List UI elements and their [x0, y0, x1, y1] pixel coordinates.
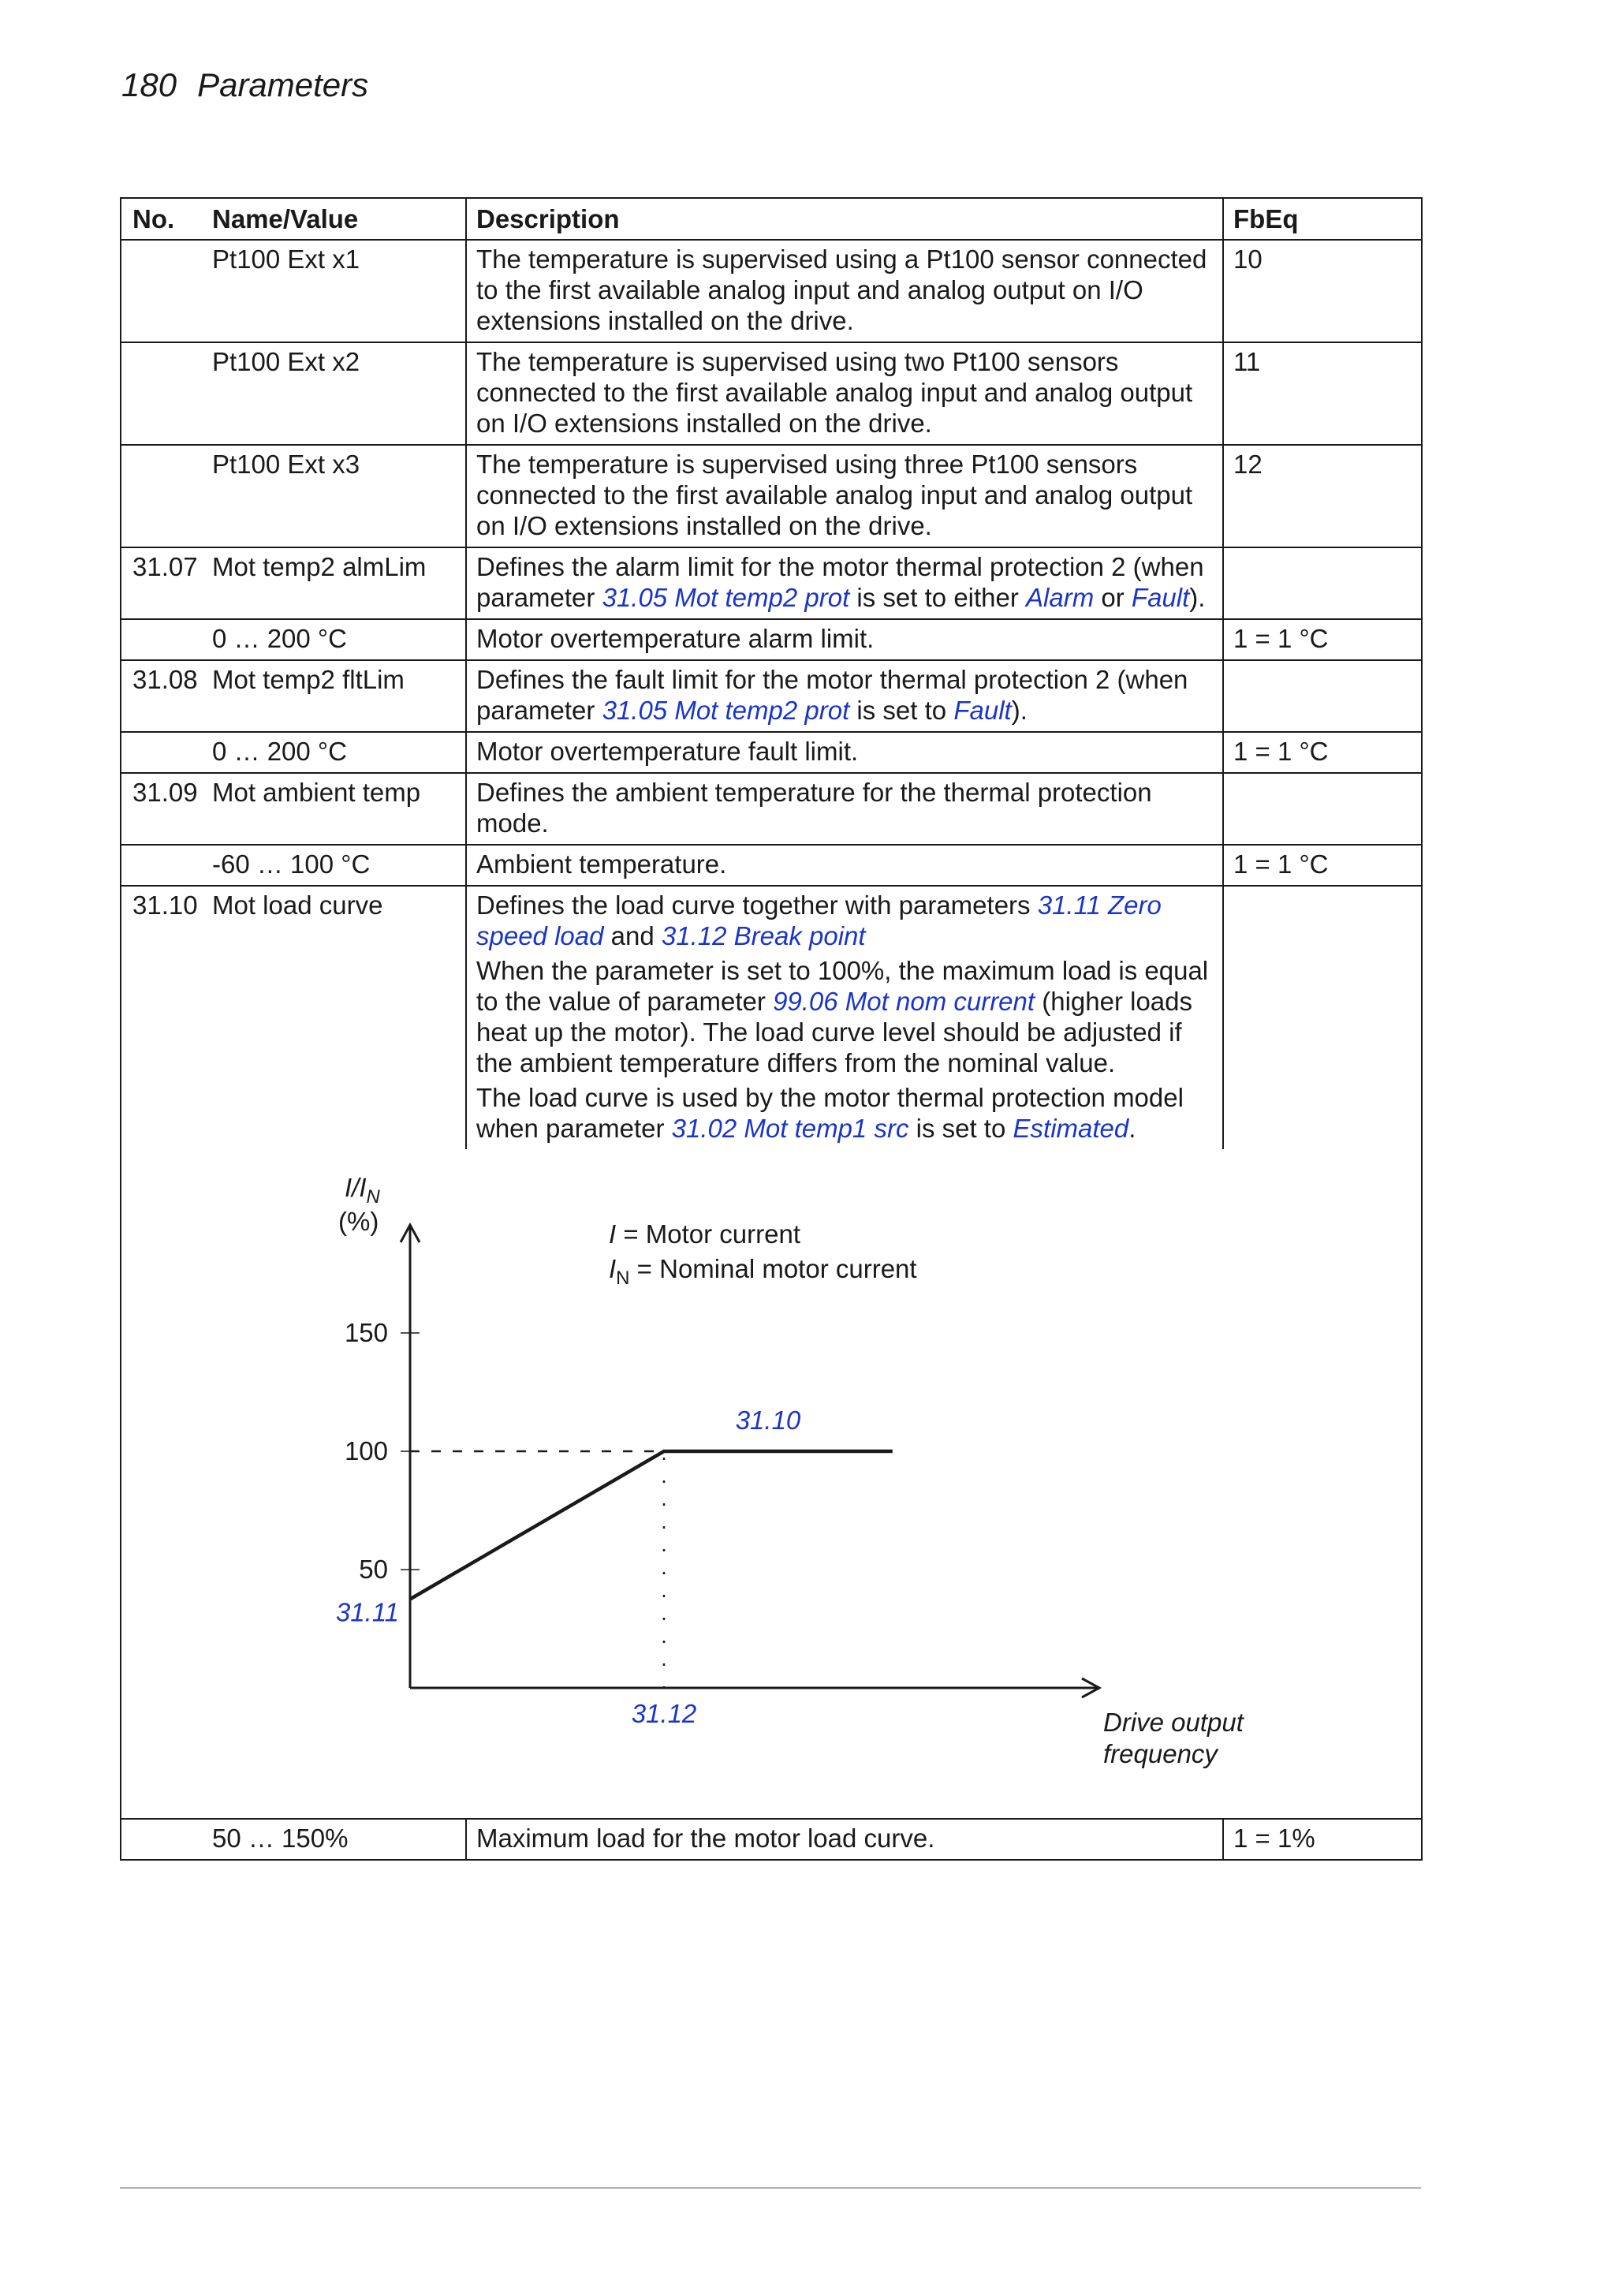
param-fbeq — [1223, 773, 1422, 845]
parameter-link[interactable]: 31.05 Mot temp2 prot — [602, 696, 850, 725]
param-fbeq: 12 — [1223, 445, 1422, 547]
description-text: is set to — [908, 1114, 1013, 1143]
param-description: The temperature is supervised using three Pt100 sensors connected to the first available analog input and analog output on I/O extensions installed on the drive. — [466, 445, 1223, 547]
description-text: . — [1128, 1114, 1136, 1143]
figure-row — [121, 1149, 1422, 1819]
load-curve-chart — [121, 1149, 1421, 1818]
param-description: Defines the ambient temperature for the thermal protection mode. — [466, 773, 1223, 845]
table-row — [121, 732, 1422, 773]
footer-rule — [120, 2187, 1421, 2189]
parameter-link[interactable]: 31.02 Mot temp1 src — [671, 1114, 909, 1143]
param-fbeq — [1223, 660, 1422, 732]
y-tick-label: 100 — [344, 1436, 388, 1465]
table-row — [121, 445, 1422, 547]
description-text: (higher loads heat up the motor). The load curve level should be adjusted if the ambient temperature differs from the nominal value. — [476, 987, 1193, 1077]
description-text: When the parameter is set to 100%, the maximum load is equal to the value of parameter — [476, 956, 1209, 1016]
param-description — [466, 660, 1223, 732]
param-name: Mot temp2 almLim — [209, 547, 466, 619]
param-fbeq — [1223, 886, 1422, 1149]
param-fbeq: 11 — [1223, 342, 1422, 445]
description-paragraph — [476, 890, 1213, 951]
table-row — [121, 547, 1422, 619]
table-row — [121, 773, 1422, 845]
curve-annotation-31-10: 31.10 — [735, 1406, 801, 1435]
table-row — [121, 1819, 1422, 1860]
param-name: 50 … 150% — [209, 1819, 466, 1860]
description-text: or — [1094, 583, 1132, 612]
description-text: is set to — [849, 696, 954, 725]
param-fbeq: 10 — [1223, 240, 1422, 342]
param-no — [121, 845, 209, 886]
param-description: Motor overtemperature alarm limit. — [466, 619, 1223, 660]
param-name: Mot load curve — [209, 886, 466, 1149]
param-no: 31.10 — [121, 886, 209, 1149]
param-description: Motor overtemperature fault limit. — [466, 732, 1223, 773]
param-no — [121, 1819, 209, 1860]
description-text: and — [603, 921, 662, 950]
param-name: 0 … 200 °C — [209, 732, 466, 773]
parameter-link[interactable]: 31.05 Mot temp2 prot — [602, 583, 850, 612]
description-text: Defines the load curve together with parameters — [476, 890, 1038, 920]
param-fbeq: 1 = 1% — [1223, 1819, 1422, 1860]
description-text: The load curve is used by the motor thermal protection model when parameter — [476, 1083, 1184, 1143]
value-link[interactable]: Alarm — [1026, 583, 1095, 612]
param-description: The temperature is supervised using a Pt100 sensor connected to the first available analog input and analog output on I/O extensions installed on the drive. — [466, 240, 1223, 342]
param-name: Pt100 Ext x2 — [209, 342, 466, 445]
param-no: 31.09 — [121, 773, 209, 845]
param-name: Pt100 Ext x1 — [209, 240, 466, 342]
y-tick-label: 50 — [359, 1555, 388, 1584]
column-header-description: Description — [466, 198, 1223, 240]
value-link[interactable]: Estimated — [1013, 1114, 1129, 1143]
param-name: Pt100 Ext x3 — [209, 445, 466, 547]
param-no — [121, 445, 209, 547]
table-row — [121, 660, 1422, 732]
description-text: is set to either — [849, 583, 1027, 612]
x-axis-label-line1: Drive output — [1103, 1708, 1244, 1737]
param-name: 0 … 200 °C — [209, 619, 466, 660]
y-axis-label: $I/I_N$ — [345, 1173, 380, 1208]
param-no — [121, 342, 209, 445]
x-axis-label-line2: frequency — [1103, 1739, 1218, 1768]
param-no — [121, 240, 209, 342]
param-description — [466, 886, 1223, 1149]
param-no: 31.07 — [121, 547, 209, 619]
parameter-table — [120, 197, 1423, 1861]
parameter-link[interactable]: 31.12 Break point — [661, 921, 866, 950]
param-name: -60 … 100 °C — [209, 845, 466, 886]
parameter-link[interactable]: 99.06 Mot nom current — [773, 987, 1035, 1016]
table-row — [121, 240, 1422, 342]
legend-nominal-current: $I_N$ = Nominal motor current — [609, 1254, 917, 1289]
zero-speed-annotation-31-11: 31.11 — [335, 1597, 399, 1627]
description-paragraph — [476, 955, 1213, 1078]
load-curve-line — [410, 1451, 893, 1600]
column-header-no: No. — [121, 198, 209, 240]
table-row — [121, 619, 1422, 660]
param-description: The temperature is supervised using two Pt100 sensors connected to the first available analog input and analog output on I/O extensions installed on the drive. — [466, 342, 1223, 445]
column-header-name: Name/Value — [209, 198, 466, 240]
param-name: Mot ambient temp — [209, 773, 466, 845]
section-title: Parameters — [197, 66, 369, 103]
description-text: Defines the fault limit for the motor thermal protection 2 (when parameter — [476, 665, 1188, 725]
description-text: ). — [1011, 696, 1028, 725]
table-row — [121, 886, 1422, 1149]
page-header — [121, 66, 368, 104]
param-name: Mot temp2 fltLim — [209, 660, 466, 732]
param-no — [121, 619, 209, 660]
table-row — [121, 845, 1422, 886]
param-description: Ambient temperature. — [466, 845, 1223, 886]
page-number: 180 — [121, 66, 177, 103]
param-fbeq: 1 = 1 °C — [1223, 845, 1422, 886]
break-point-annotation-31-12: 31.12 — [631, 1699, 697, 1728]
load-curve-figure-cell — [121, 1149, 1422, 1819]
y-tick-label: 150 — [344, 1318, 388, 1347]
table-row — [121, 342, 1422, 445]
param-fbeq: 1 = 1 °C — [1223, 732, 1422, 773]
param-fbeq: 1 = 1 °C — [1223, 619, 1422, 660]
y-axis-unit: (%) — [338, 1207, 379, 1236]
param-description: Maximum load for the motor load curve. — [466, 1819, 1223, 1860]
value-link[interactable]: Fault — [1131, 583, 1190, 612]
column-header-fbeq: FbEq — [1223, 198, 1422, 240]
param-fbeq — [1223, 547, 1422, 619]
table-header-row — [121, 198, 1422, 240]
parameter-link[interactable]: 31.11 Zero speed load — [476, 890, 1162, 950]
description-text: Defines the alarm limit for the motor thermal protection 2 (when parameter — [476, 552, 1204, 612]
description-paragraph — [476, 1082, 1213, 1144]
value-link[interactable]: Fault — [953, 696, 1012, 725]
param-no — [121, 732, 209, 773]
description-text: ). — [1189, 583, 1206, 612]
legend-motor-current: I = Motor current — [609, 1219, 801, 1249]
param-description — [466, 547, 1223, 619]
param-no: 31.08 — [121, 660, 209, 732]
